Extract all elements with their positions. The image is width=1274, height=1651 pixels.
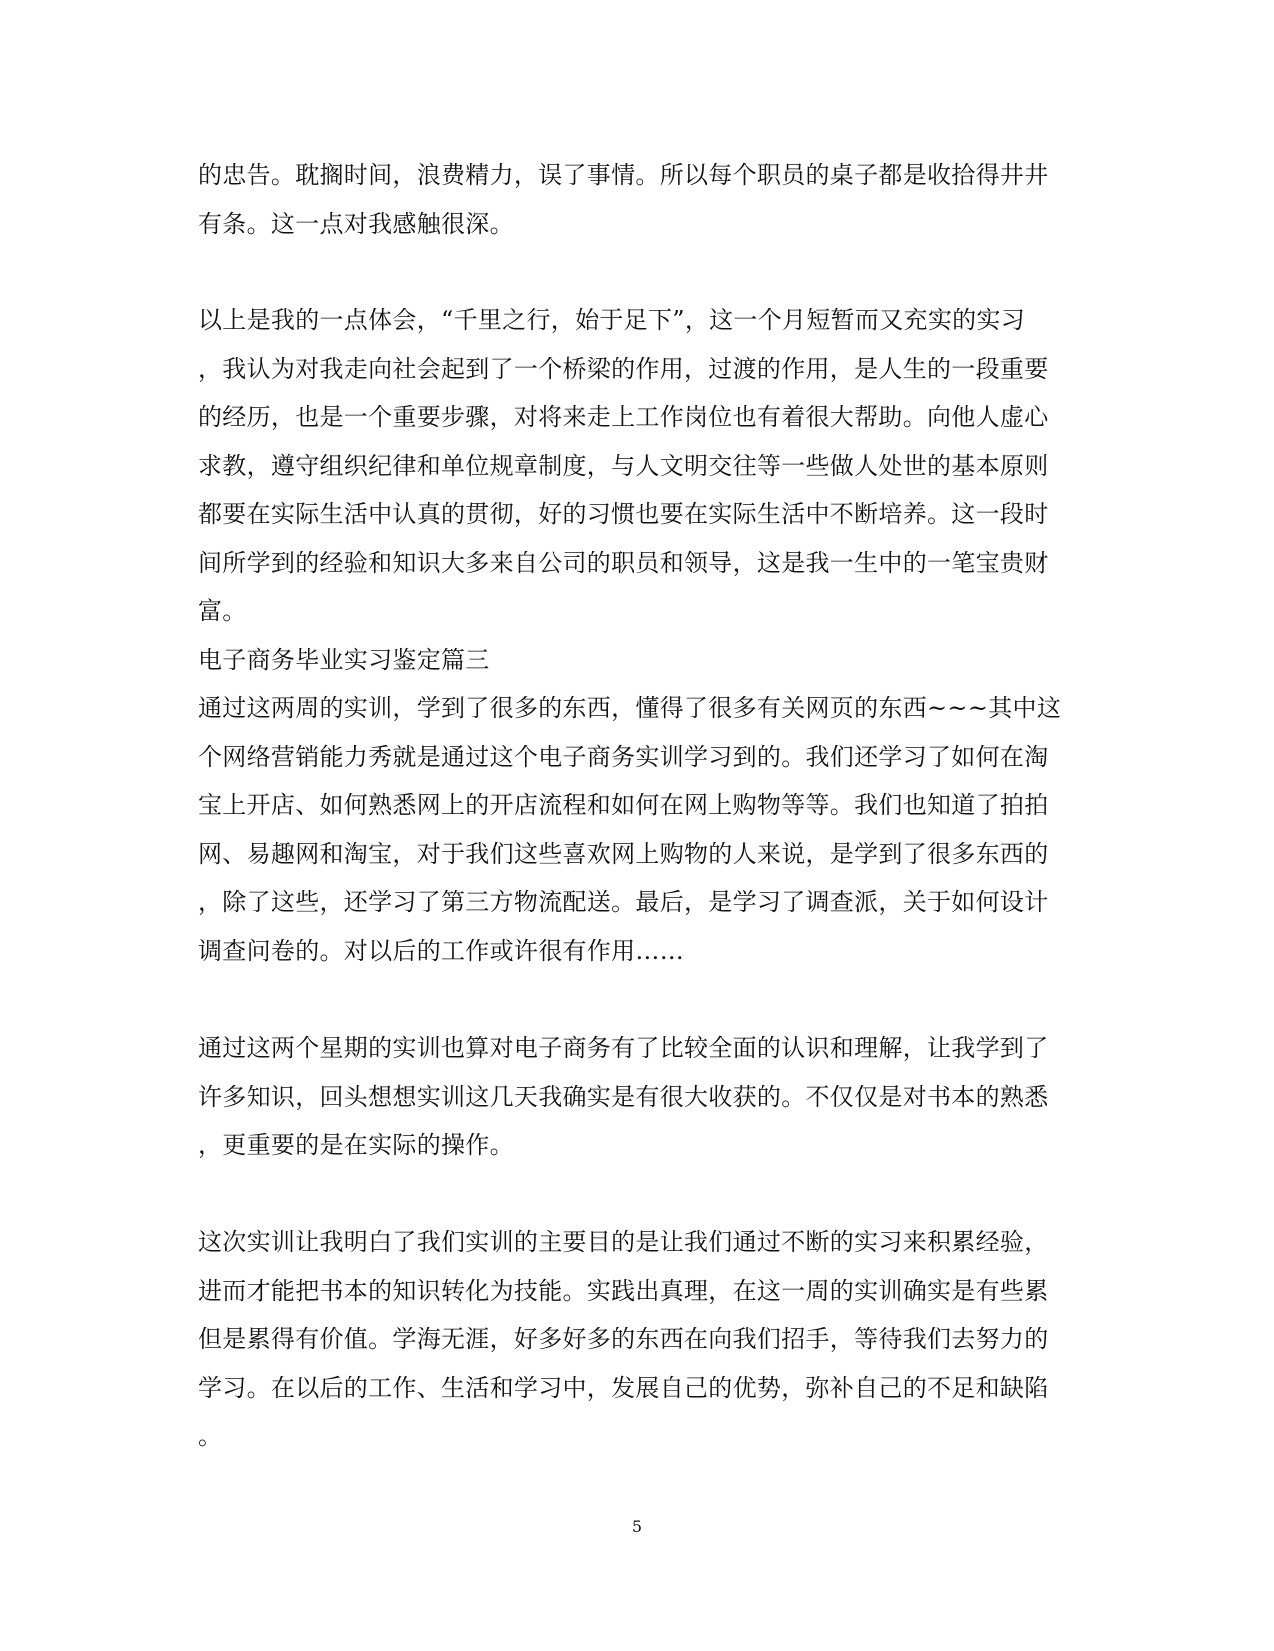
text-line: 但是累得有价值。学海无涯，好多好多的东西在向我们招手，等待我们去努力的	[198, 1325, 1049, 1353]
text-line: 个网络营销能力秀就是通过这个电子商务实训学习到的。我们还学习了如何在淘	[198, 743, 1049, 771]
text-line: 调查问卷的。对以后的工作或许很有作用……	[198, 937, 684, 965]
text-line: 以上是我的一点体会，“千里之行，始于足下”，这一个月短暂而又充实的实习	[198, 306, 1026, 334]
text-line: 进而才能把书本的知识转化为技能。实践出真理，在这一周的实训确实是有些累	[198, 1277, 1049, 1305]
text-line: 许多知识，回头想想实训这几天我确实是有很大收获的。不仅仅是对书本的熟悉	[198, 1083, 1049, 1111]
text-line: 网、易趣网和淘宝，对于我们这些喜欢网上购物的人来说，是学到了很多东西的	[198, 840, 1049, 868]
section-heading: 电子商务毕业实习鉴定篇三	[198, 646, 490, 674]
text-line: 通过这两个星期的实训也算对电子商务有了比较全面的认识和理解，让我学到了	[198, 1034, 1049, 1062]
text-line: 学习。在以后的工作、生活和学习中，发展自己的优势，弥补自己的不足和缺陷	[198, 1374, 1049, 1402]
text-line: 的忠告。耽搁时间，浪费精力，误了事情。所以每个职员的桌子都是收拾得井井	[198, 161, 1049, 189]
page-number: 5	[631, 1517, 643, 1536]
text-line: 都要在实际生活中认真的贯彻，好的习惯也要在实际生活中不断培养。这一段时	[198, 500, 1049, 528]
text-line: 间所学到的经验和知识大多来自公司的职员和领导，这是我一生中的一笔宝贵财	[198, 549, 1049, 577]
text-line: 宝上开店、如何熟悉网上的开店流程和如何在网上购物等等。我们也知道了拍拍	[198, 791, 1049, 819]
text-line: 的经历，也是一个重要步骤，对将来走上工作岗位也有着很大帮助。向他人虚心	[198, 403, 1049, 431]
text-line: 有条。这一点对我感触很深。	[198, 210, 514, 238]
text-line: ，我认为对我走向社会起到了一个桥梁的作用，过渡的作用，是人生的一段重要	[198, 355, 1049, 383]
text-line: 求教，遵守组织纪律和单位规章制度，与人文明交往等一些做人处世的基本原则	[198, 452, 1049, 480]
text-line: 通过这两周的实训，学到了很多的东西，懂得了很多有关网页的东西~~~其中这	[198, 694, 1062, 722]
text-line: 这次实训让我明白了我们实训的主要目的是让我们通过不断的实习来积累经验，	[198, 1228, 1049, 1256]
text-line: ，更重要的是在实际的操作。	[198, 1131, 514, 1159]
text-line: ，除了这些，还学习了第三方物流配送。最后，是学习了调查派，关于如何设计	[198, 888, 1049, 916]
text-line: 。	[198, 1422, 223, 1450]
text-line: 富。	[198, 597, 247, 625]
